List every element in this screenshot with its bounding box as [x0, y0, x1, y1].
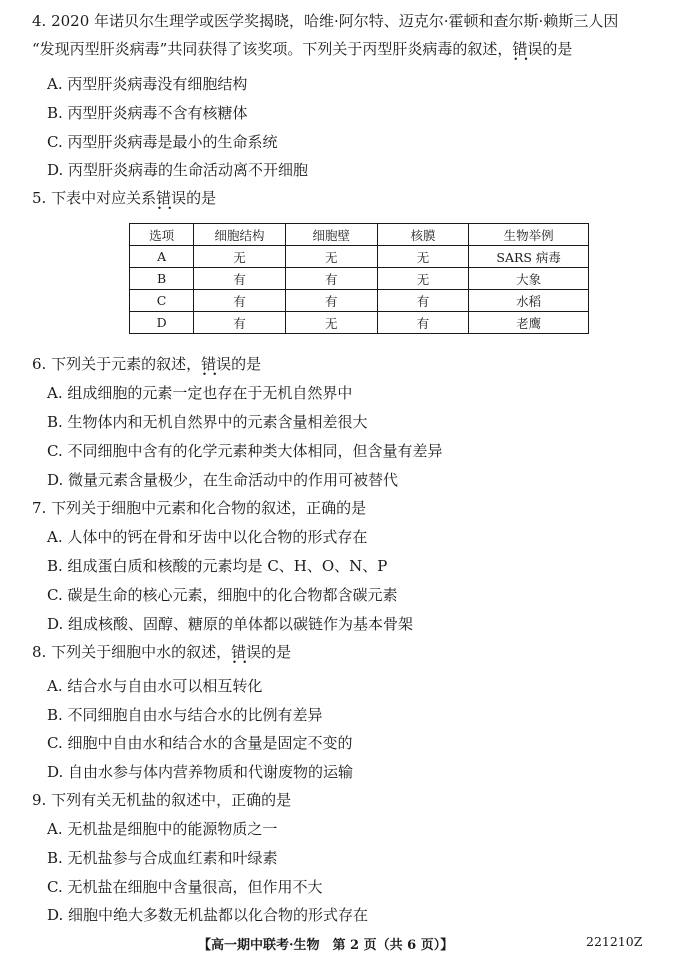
table-cell: 水稻 — [469, 290, 589, 312]
table-cell: SARS 病毒 — [469, 246, 589, 268]
q4-emphasis: 错误 • • — [512, 40, 542, 58]
table-cell: 无 — [377, 268, 469, 290]
q8-emphasis: 错误 • • — [231, 643, 261, 661]
table-cell: 有 — [377, 290, 469, 312]
table-cell: 无 — [377, 246, 469, 268]
table-row — [130, 268, 589, 290]
q5-emphasis: 错误 • • — [156, 189, 186, 207]
q7-option-a: A. 人体中的钙在骨和牙齿中以化合物的形式存在 — [47, 528, 368, 546]
q5-table — [129, 223, 589, 334]
q6-emphasis: 错误 • • — [201, 355, 231, 373]
q4-stem-line1: 4. 2020 年诺贝尔生理学或医学奖揭晓，哈维·阿尔特、迈克尔·霍顿和查尔斯·赖斯三人因 — [32, 12, 619, 30]
table-cell: 无 — [285, 246, 377, 268]
table-cell: 有 — [194, 312, 286, 334]
q5-stem-post: 的是 — [186, 189, 217, 207]
q9-option-d: D. 细胞中绝大多数无机盐都以化合物的形式存在 — [47, 906, 369, 924]
table-cell: 有 — [377, 312, 469, 334]
footer-page-info: 【高一期中联考·生物 第 2 页（共 6 页）】 — [198, 938, 454, 953]
q5-header-cell: 细胞壁 — [285, 224, 377, 246]
table-cell: 无 — [194, 246, 286, 268]
q9-stem: 9. 下列有关无机盐的叙述中，正确的是 — [32, 791, 292, 809]
q6-stem — [32, 355, 261, 373]
q5-table-header-row — [130, 224, 589, 246]
q5-stem — [32, 189, 216, 207]
q7-option-d: D. 组成核酸、固醇、糖原的单体都以碳链作为基本骨架 — [47, 615, 414, 633]
q4-option-b: B. 丙型肝炎病毒不含有核糖体 — [47, 104, 248, 122]
table-cell: D — [130, 312, 194, 334]
q5-header-cell: 核膜 — [377, 224, 469, 246]
q8-stem-post: 的是 — [261, 643, 292, 661]
q5-stem-pre: 5. 下表中对应关系 — [32, 189, 157, 207]
q4-option-d: D. 丙型肝炎病毒的生命活动离不开细胞 — [47, 161, 309, 179]
q4-stem-line2-post: 的是 — [542, 40, 573, 58]
table-cell: A — [130, 246, 194, 268]
q9-option-c: C. 无机盐在细胞中含量很高，但作用不大 — [47, 878, 323, 896]
table-cell: 老鹰 — [469, 312, 589, 334]
table-cell: 大象 — [469, 268, 589, 290]
q9-option-a: A. 无机盐是细胞中的能源物质之一 — [47, 820, 278, 838]
q4-stem-line2-pre: “发现丙型肝炎病毒”共同获得了该奖项。下列关于丙型肝炎病毒的叙述， — [32, 40, 513, 58]
q7-stem: 7. 下列关于细胞中元素和化合物的叙述，正确的是 — [32, 499, 367, 517]
table-cell: B — [130, 268, 194, 290]
q8-stem — [32, 643, 291, 661]
q5-header-cell: 细胞结构 — [194, 224, 286, 246]
table-cell: 有 — [285, 268, 377, 290]
q5-header-cell: 选项 — [130, 224, 194, 246]
q4-option-c: C. 丙型肝炎病毒是最小的生命系统 — [47, 133, 278, 151]
q6-option-d: D. 微量元素含量极少，在生命活动中的作用可被替代 — [47, 471, 399, 489]
footer-exam-code: 221210Z — [586, 934, 643, 949]
q4-option-a: A. 丙型肝炎病毒没有细胞结构 — [47, 75, 248, 93]
q8-stem-pre: 8. 下列关于细胞中水的叙述， — [32, 643, 232, 661]
q4-stem-line2 — [32, 40, 572, 58]
table-cell: 无 — [285, 312, 377, 334]
q8-option-c: C. 细胞中自由水和结合水的含量是固定不变的 — [47, 734, 353, 752]
q8-option-d: D. 自由水参与体内营养物质和代谢废物的运输 — [47, 763, 354, 781]
q9-option-b: B. 无机盐参与合成血红素和叶绿素 — [47, 849, 278, 867]
q6-stem-post: 的是 — [231, 355, 262, 373]
q6-stem-pre: 6. 下列关于元素的叙述， — [32, 355, 202, 373]
table-cell: 有 — [194, 268, 286, 290]
q6-option-c: C. 不同细胞中含有的化学元素种类大体相同，但含量有差异 — [47, 442, 443, 460]
page-footer — [0, 934, 677, 954]
q8-option-b: B. 不同细胞自由水与结合水的比例有差异 — [47, 706, 323, 724]
q6-option-a: A. 组成细胞的元素一定也存在于无机自然界中 — [47, 384, 353, 402]
q8-option-a: A. 结合水与自由水可以相互转化 — [47, 677, 263, 695]
q6-option-b: B. 生物体内和无机自然界中的元素含量相差很大 — [47, 413, 368, 431]
table-cell: 有 — [285, 290, 377, 312]
q7-option-c: C. 碳是生命的核心元素，细胞中的化合物都含碳元素 — [47, 586, 398, 604]
table-row — [130, 246, 589, 268]
q7-option-b: B. 组成蛋白质和核酸的元素均是 C、H、O、N、P — [47, 557, 388, 575]
q5-header-cell: 生物举例 — [469, 224, 589, 246]
table-row — [130, 312, 589, 334]
table-row — [130, 290, 589, 312]
table-cell: C — [130, 290, 194, 312]
table-cell: 有 — [194, 290, 286, 312]
